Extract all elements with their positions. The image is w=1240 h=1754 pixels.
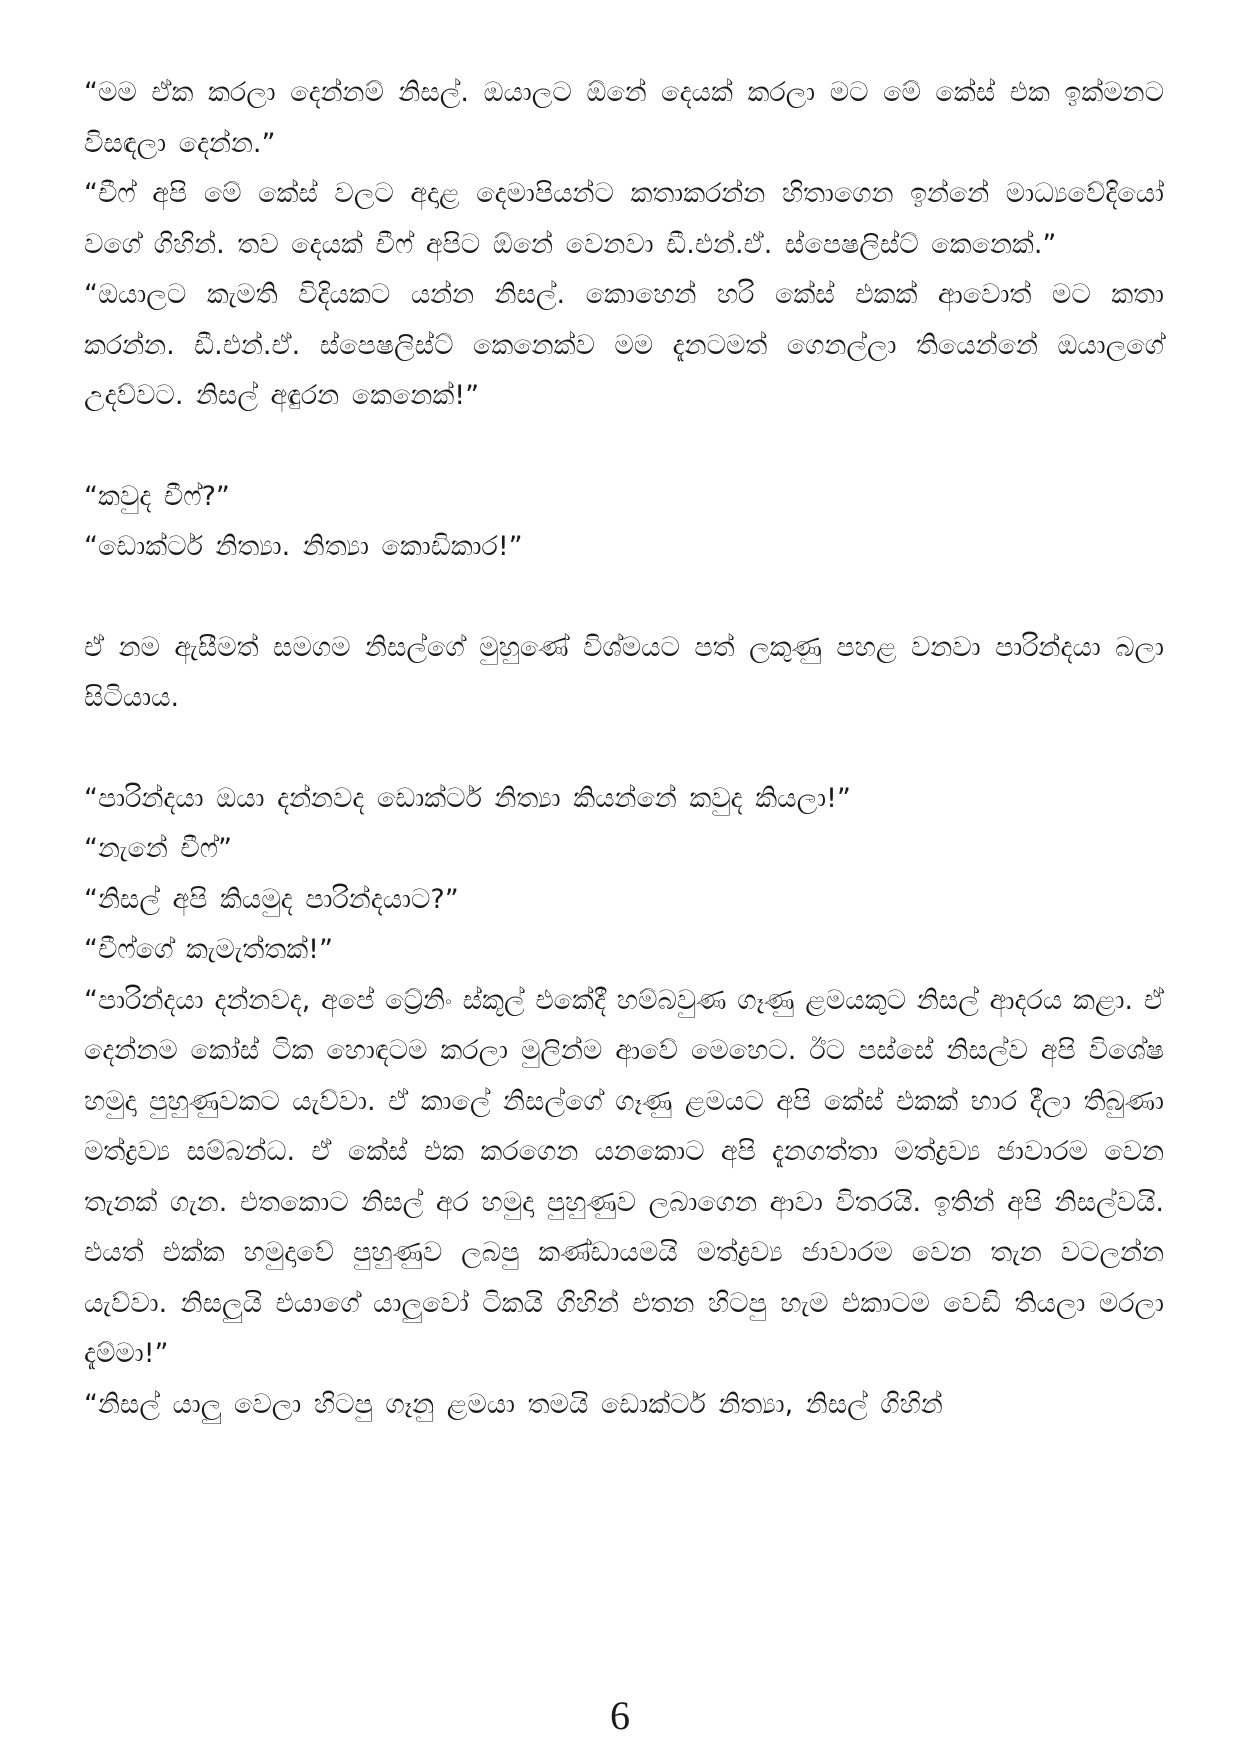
document-page [84, 68, 1164, 1430]
paragraph-spacer [84, 422, 1164, 472]
paragraph-dialogue-1: “මම ඒක කරලා දෙන්නම් නිසල්. ඔයාලට ඕනේ දෙයක් කරලා මට මේ කේස් එක ඉක්මනට විසඳලා දෙන්න.” [84, 77, 1164, 159]
paragraph-dialogue-9: “චීෆ්ගේ කැමැත්තක්!” [84, 934, 333, 965]
paragraph-spacer [84, 573, 1164, 623]
paragraph-dialogue-3: “ඔයාලට කැමති විදියකට යන්න නිසල්. කොහෙන් හරි කේස් එකක් ආවොත් මට කතා කරන්න. ඩී.එන්.ඒ. ස්පෙෂලිස්ට් කෙනෙක්ව මම දැනටමත් ගෙනල්ලා තියෙන්නේ ඔයාලගේ උදව්වට. නිසල් අඳුරන කෙනෙක්!” [84, 279, 1164, 411]
page-number: 6 [610, 1693, 630, 1738]
paragraph-spacer [84, 724, 1164, 774]
paragraph-dialogue-8: “නිසල් අපි කියමුද පාරින්දයාට?” [84, 883, 459, 915]
paragraph-dialogue-11: “නිසල් යාලු වෙලා හිටපු ගෑනු ළමයා තමයි ඩොක්ටර් නිත්‍යා, නිසල් ගිහින් [84, 1388, 943, 1420]
paragraph-dialogue-5: “ඩොක්ටර් නිත්‍යා. නිත්‍යා කොඩිකාර!” [84, 531, 523, 562]
paragraph-dialogue-2: “චීෆ් අපි මේ කේස් වලට අදාළ දෙමාපියන්ට කතාකරන්න හිතාගෙන ඉන්නේ මාධ්‍යවේදියෝ වගේ ගිහින්. තව දෙයක් චීෆ් අපිට ඕනේ වෙනවා ඩී.එන්.ඒ. ස්පෙෂලිස්ට් කෙනෙක්.” [84, 178, 1164, 260]
paragraph-dialogue-7: “නැනේ චීෆ්” [84, 833, 233, 864]
paragraph-dialogue-4: “කවුද චීෆ්?” [84, 480, 230, 512]
paragraph-dialogue-10: “පාරින්දයා දන්නවද, අපේ ට්‍රේනිං ස්කූල් එකේදී හම්බවුණ ගෑණු ළමයකුට නිසල් ආදරය කළා. ඒ දෙන්නම කෝස් ටික හොඳටම කරලා මුලින්ම ආවේ මෙහෙට. ඊට පස්සේ නිසල්ව අපි විශේෂ හමුදා පුහුණුවකට යැව්වා. ඒ කාලේ නිසල්ගේ ගෑණු ළමයට අපි කේස් එකක් භාර දීලා තිබුණා මත්ද්‍රව්‍ය සම්බන්ධ. ඒ කේස් එක කරගෙන යනකොට අපි දැනගත්තා මත්ද්‍රව්‍ය ජාවාරම වෙන තැනක් ගැන. එතකොට නිසල් අර හමුදා පුහුණුව ලබාගෙන ආවා විතරයි. ඉතින් අපි නිසල්වයි. එයත් එක්ක හමුදාවේ පුහුණුව ලබපු කණ්ඩායමයි මත්ද්‍රව්‍ය ජාවාරම වෙන තැන වටලන්න යැව්වා. නිසලුයි එයාගේ යාලුවෝ ටිකයි ගිහින් එතන හිටපු හැම එකාටම වෙඩි තියලා මරලා දැම්මා!” [84, 984, 1164, 1369]
paragraph-dialogue-6: “පාරින්දයා ඔයා දන්නවද ඩොක්ටර් නිත්‍යා කියන්නේ කවුද කියලා!” [84, 782, 851, 814]
paragraph-narration: ඒ නම ඇසීමත් සමගම නිසල්ගේ මුහුණේ විශ්මයට පත් ලකුණු පහළ වනවා පාරින්දයා බලා සිටියාය. [84, 631, 1164, 713]
